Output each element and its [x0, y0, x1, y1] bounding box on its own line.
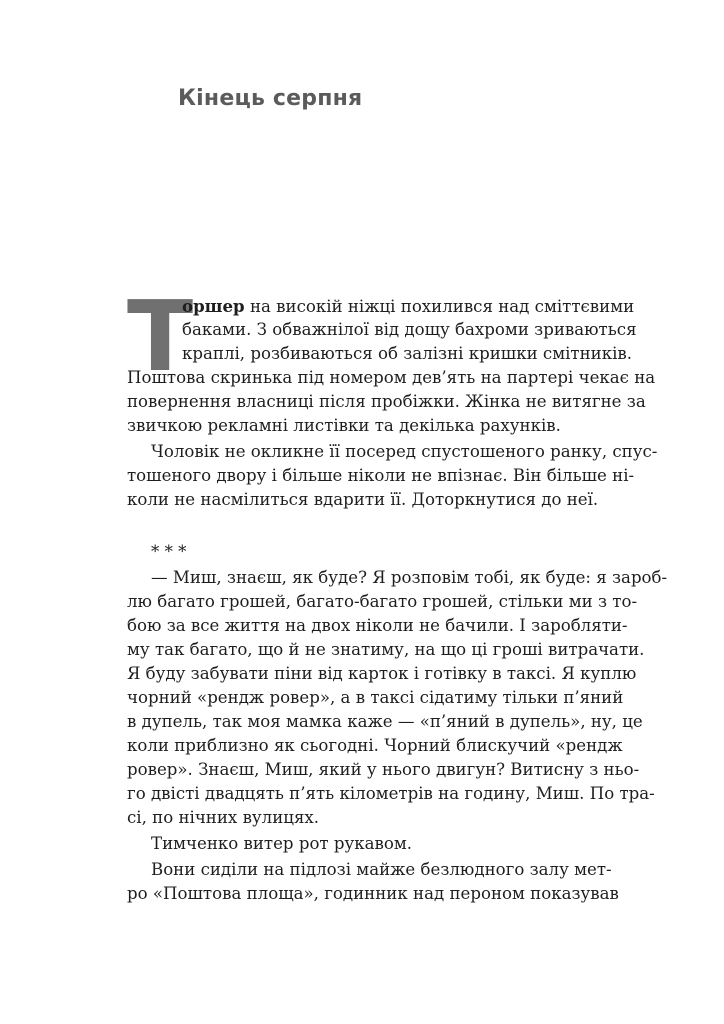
text-line: Я буду забувати піни від карток і готівку в таксі. Я куплю	[127, 664, 637, 683]
text-line: сі, по нічних вулицях.	[127, 808, 320, 827]
text-line: бою за все життя на двох ніколи не бачили. І заробляти-	[127, 616, 628, 635]
text-line: Поштова скринька під номером дев’ять на партері чекає на	[127, 368, 656, 387]
chapter-title: Кінець серпня	[178, 86, 363, 111]
text-line: ро «Поштова площа», годинник над пероном показував	[127, 884, 619, 903]
text-line: краплі, розбиваються об залізні кришки смітників.	[182, 344, 633, 363]
text-line: звичкою рекламні листівки та декілька рахунків.	[127, 416, 561, 435]
text-line: оршер на високій ніжці похилився над сміттєвими	[182, 296, 635, 316]
text-line: чорний «рендж ровер», а в таксі сідатиму тільки п’яний	[127, 688, 624, 707]
text-line: в дупель, так моя мамка каже — «п’яний в дупель», ну, це	[127, 712, 643, 731]
text-line: баками. З обважнілої від дощу бахроми зриваються	[182, 320, 637, 339]
first-word: оршер	[182, 296, 245, 316]
section-separator: * * *	[151, 542, 187, 561]
text-line: повернення власниці після пробіжки. Жінка не витягне за	[127, 392, 646, 411]
text-line: коли не насмілиться вдарити її. Доторкнутися до неї.	[127, 490, 599, 509]
text-line: го двісті двадцять п’ять кілометрів на годину, Миш. По тра-	[127, 784, 655, 803]
text-line: Вони сиділи на підлозі майже безлюдного залу мет-	[151, 860, 612, 879]
text-line: ровер». Знаєш, Миш, який у нього двигун? Витисну з ньо-	[127, 760, 640, 779]
text-line: Тимченко витер рот рукавом.	[151, 834, 413, 853]
drop-cap: Т	[127, 280, 194, 393]
text-line: лю багато грошей, багато-багато грошей, стільки ми з то-	[127, 592, 638, 611]
text-line: коли приблизно як сьогодні. Чорний блискучий «рендж	[127, 736, 623, 755]
text-line: тошеного двору і більше ніколи не впізнає. Він більше ні-	[127, 466, 635, 485]
text-line: — Миш, знаєш, як буде? Я розповім тобі, як буде: я зароб-	[151, 568, 668, 587]
text-line: Чоловік не окликне її посеред спустошеного ранку, спус-	[151, 442, 658, 461]
text-line: му так багато, що й не знатиму, на що ці гроші витрачати.	[127, 640, 645, 659]
